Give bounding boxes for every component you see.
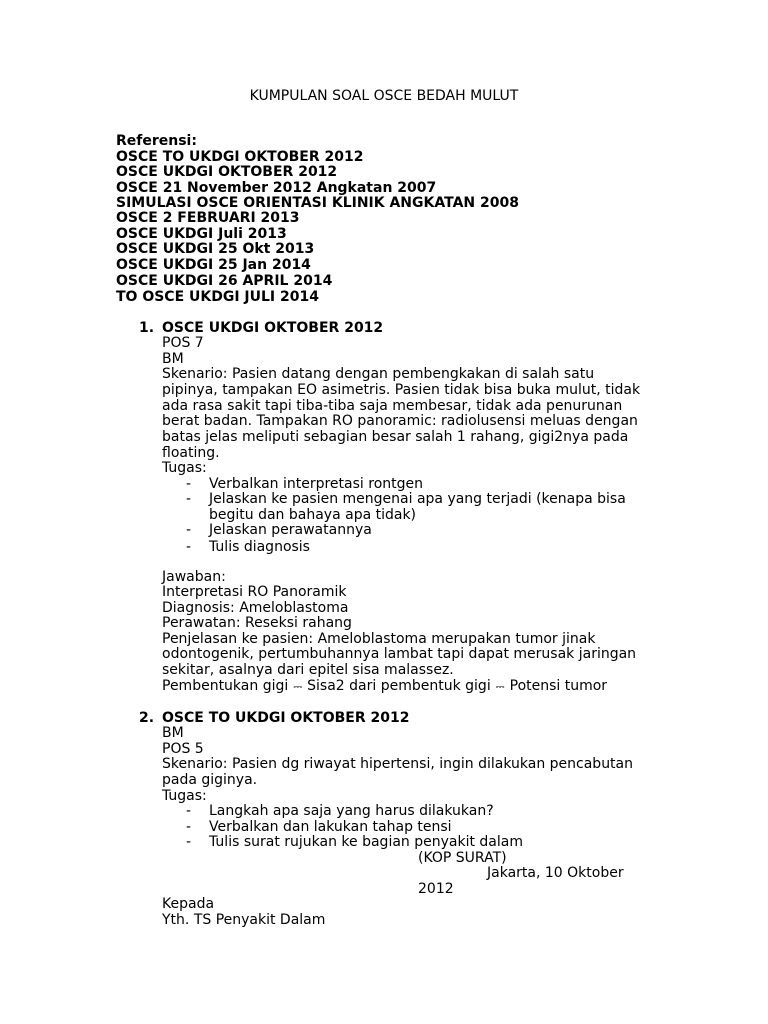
arrow-right-icon: ⎓: [495, 680, 505, 693]
letter-recipient: Yth. TS Penyakit Dalam: [162, 912, 326, 928]
answer-line: Interpretasi RO Panoramik: [162, 584, 347, 600]
scenario-line: floating.: [162, 445, 220, 461]
task-item: Jelaskan ke pasien mengenai apa yang terjadi (kenapa bisa: [209, 491, 626, 507]
task-item: Tulis surat rujukan ke bagian penyakit dalam: [209, 834, 523, 850]
answer-line: Diagnosis: Ameloblastoma: [162, 600, 349, 616]
reference-item: OSCE UKDGI 25 Jan 2014: [116, 257, 311, 273]
bullet-dash: -: [186, 803, 192, 819]
task-item: Jelaskan perawatannya: [209, 522, 372, 538]
section-heading: OSCE TO UKDGI OKTOBER 2012: [162, 710, 410, 726]
answer-label: Jawaban:: [162, 569, 226, 585]
reference-item: OSCE 2 FEBRUARI 2013: [116, 210, 300, 226]
reference-item: OSCE TO UKDGI OKTOBER 2012: [116, 149, 364, 165]
letter-date: Jakarta, 10 Oktober: [487, 865, 624, 881]
answer-line: odontogenik, pertumbuhannya lambat tapi dapat merusak jaringan: [162, 646, 637, 662]
section-dept: BM: [162, 351, 184, 367]
scenario-line: Skenario: Pasien datang dengan pembengkakan di salah satu: [162, 366, 595, 382]
tasks-label: Tugas:: [162, 788, 207, 804]
task-item: Langkah apa saja yang harus dilakukan?: [209, 803, 494, 819]
scenario-line: ada rasa sakit tapi tiba-tiba saja membesar, tidak ada penurunan: [162, 398, 623, 414]
reference-item: TO OSCE UKDGI JULI 2014: [116, 289, 319, 305]
flow-step: Potensi tumor: [509, 678, 608, 694]
scenario-line: berat badan. Tampakan RO panoramic: radiolusensi meluas dengan: [162, 413, 638, 429]
reference-item: SIMULASI OSCE ORIENTASI KLINIK ANGKATAN 2008: [116, 195, 519, 211]
document-title: KUMPULAN SOAL OSCE BEDAH MULUT: [249, 88, 519, 104]
bullet-dash: -: [186, 834, 192, 850]
bullet-dash: -: [186, 539, 192, 555]
task-item-continued: begitu dan bahaya apa tidak): [209, 507, 417, 523]
reference-item: OSCE UKDGI 25 Okt 2013: [116, 241, 315, 257]
section-number: 1.: [139, 320, 155, 336]
task-item: Tulis diagnosis: [209, 539, 310, 555]
scenario-line: batas jelas meliputi sebagian besar salah 1 rahang, gigi2nya pada: [162, 429, 629, 445]
section-dept: BM: [162, 725, 184, 741]
letter-kop: (KOP SURAT): [418, 850, 507, 866]
answer-line: Perawatan: Reseksi rahang: [162, 615, 352, 631]
reference-item: OSCE UKDGI OKTOBER 2012: [116, 164, 338, 180]
reference-item: OSCE 21 November 2012 Angkatan 2007: [116, 180, 437, 196]
references-heading: Referensi:: [116, 133, 197, 149]
bullet-dash: -: [186, 522, 192, 538]
flow-step: Sisa2 dari pembentuk gigi: [307, 678, 491, 694]
section-heading: OSCE UKDGI OKTOBER 2012: [162, 320, 384, 336]
task-item: Verbalkan dan lakukan tahap tensi: [209, 819, 452, 835]
tasks-label: Tugas:: [162, 460, 207, 476]
bullet-dash: -: [186, 491, 192, 507]
letter-date-year: 2012: [418, 881, 454, 897]
section-pos: POS 5: [162, 741, 204, 757]
letter-to: Kepada: [162, 896, 215, 912]
scenario-line: Skenario: Pasien dg riwayat hipertensi, ingin dilakukan pencabutan: [162, 756, 634, 772]
section-pos: POS 7: [162, 335, 204, 351]
scenario-line: pada giginya.: [162, 772, 258, 788]
bullet-dash: -: [186, 476, 192, 492]
reference-item: OSCE UKDGI 26 APRIL 2014: [116, 273, 333, 289]
answer-line: sekitar, asalnya dari epitel sisa malassez.: [162, 662, 454, 678]
bullet-dash: -: [186, 819, 192, 835]
flow-step: Pembentukan gigi: [162, 678, 289, 694]
reference-item: OSCE UKDGI Juli 2013: [116, 226, 287, 242]
task-item: Verbalkan interpretasi rontgen: [209, 476, 423, 492]
section-number: 2.: [139, 710, 155, 726]
scenario-line: pipinya, tampakan EO asimetris. Pasien tidak bisa buka mulut, tidak: [162, 382, 641, 398]
answer-line: Penjelasan ke pasien: Ameloblastoma merupakan tumor jinak: [162, 631, 596, 647]
flow-line: [162, 678, 607, 695]
arrow-right-icon: ⎓: [293, 680, 303, 693]
